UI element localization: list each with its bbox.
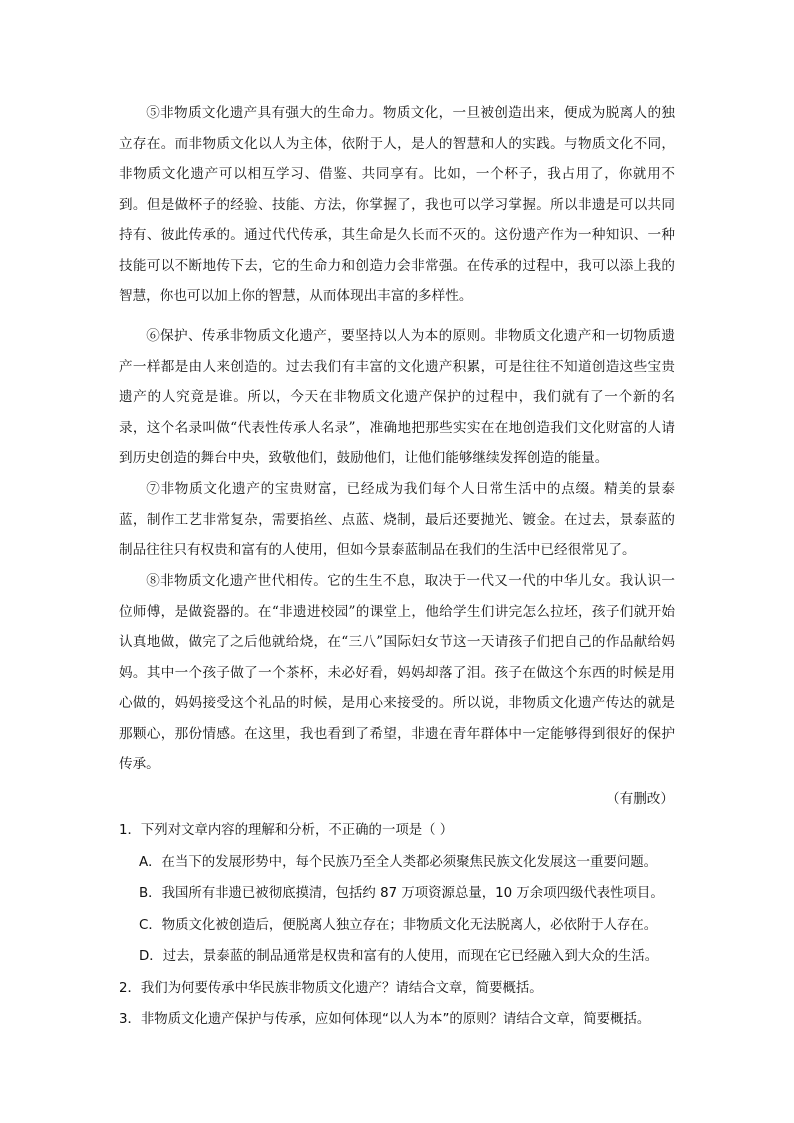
paragraph-8: ⑧非物质文化遗产世代相传。它的生生不息，取决于一代又一代的中华儿女。我认识一位师傅，是做瓷器的。在“非遗进校园”的课堂上，他给学生们讲完怎么拉坯，孩子们就开始认真地做，做完了之后他就给烧，在“三八”国际妇女节这一天请孩子们把自己的作品献给妈妈。其中一个孩子做了一个茶杯，未必好看，妈妈却落了泪。孩子在做这个东西的时候是用心做的，妈妈接受这个礼品的时候，是用心来接受的。所以说，非物质文化遗产传达的就是那颗心，那份情感。在这里，我也看到了希望，非遗在青年群体中一定能够得到很好的保护传承。: [119, 573, 675, 772]
question-3: 3．非物质文化遗产保护与传承，应如何体现“以人为本”的原则？请结合文章，简要概括。: [119, 1012, 651, 1027]
question-1-stem: 1．下列对文章内容的理解和分析，不正确的一项是（ ）: [119, 823, 454, 838]
paragraph-5: ⑤非物质文化遗产具有强大的生命力。物质文化，一旦被创造出来，便成为脱离人的独立存在。而非物质文化以人为主体，依附于人，是人的智慧和人的实践。与物质文化不同，非物质文化遗产可以相互学习、借鉴、共同享有。比如，一个杯子，我占用了，你就用不到。但是做杯子的经验、技能、方法，你掌握了，我也可以学习掌握。所以非遗是可以共同持有、彼此传承的。通过代代传承，其生命是久长而不灭的。这份遗产作为一种知识、一种技能可以不断地传下去，它的生命力和创造力会非常强。在传承的过程中，我可以添上我的智慧，你也可以加上你的智慧，从而体现出丰富的多样性。: [119, 105, 675, 304]
question-1-option-c: C．物质文化被创造后，便脱离人独立存在；非物质文化无法脱离人，必依附于人存在。: [139, 917, 658, 933]
question-2: 2．我们为何要传承中华民族非物质文化遗产？请结合文章，简要概括。: [119, 980, 543, 996]
question-1-option-a: A．在当下的发展形势中，每个民族乃至全人类都必须聚焦民族文化发展这一重要问题。: [139, 854, 658, 870]
question-1-option-b: B．我国所有非遗已被彻底摸清，包括约 87 万项资源总量，10 万余项四级代表性项目。: [139, 886, 664, 901]
source-note: （有删改）: [606, 791, 674, 807]
paragraph-6: ⑥保护、传承非物质文化遗产，要坚持以人为本的原则。非物质文化遗产和一切物质遗产一样都是由人来创造的。过去我们有丰富的文化遗产积累，可是往往不知道创造这些宝贵遗产的人究竟是谁。所以，今天在非物质文化遗产保护的过程中，我们就有了一个新的名录，这个名录叫做“代表性传承人名录”，准确地把那些实实在在地创造我们文化财富的人请到历史创造的舞台中央，致敬他们，鼓励他们，让他们能够继续发挥创造的能量。: [119, 328, 675, 466]
question-1-option-d: D．过去，景泰蓝的制品通常是权贵和富有的人使用，而现在它已经融入到大众的生活。: [139, 949, 659, 964]
paragraph-7: ⑦非物质文化遗产的宝贵财富，已经成为我们每个人日常生活中的点缀。精美的景泰蓝，制作工艺非常复杂，需要掐丝、点蓝、烧制，最后还要抛光、镀金。在过去，景泰蓝的制品往往只有权贵和富有的人使用，但如今景泰蓝制品在我们的生活中已经很常见了。: [119, 481, 675, 558]
questions-section: [119, 815, 679, 1036]
